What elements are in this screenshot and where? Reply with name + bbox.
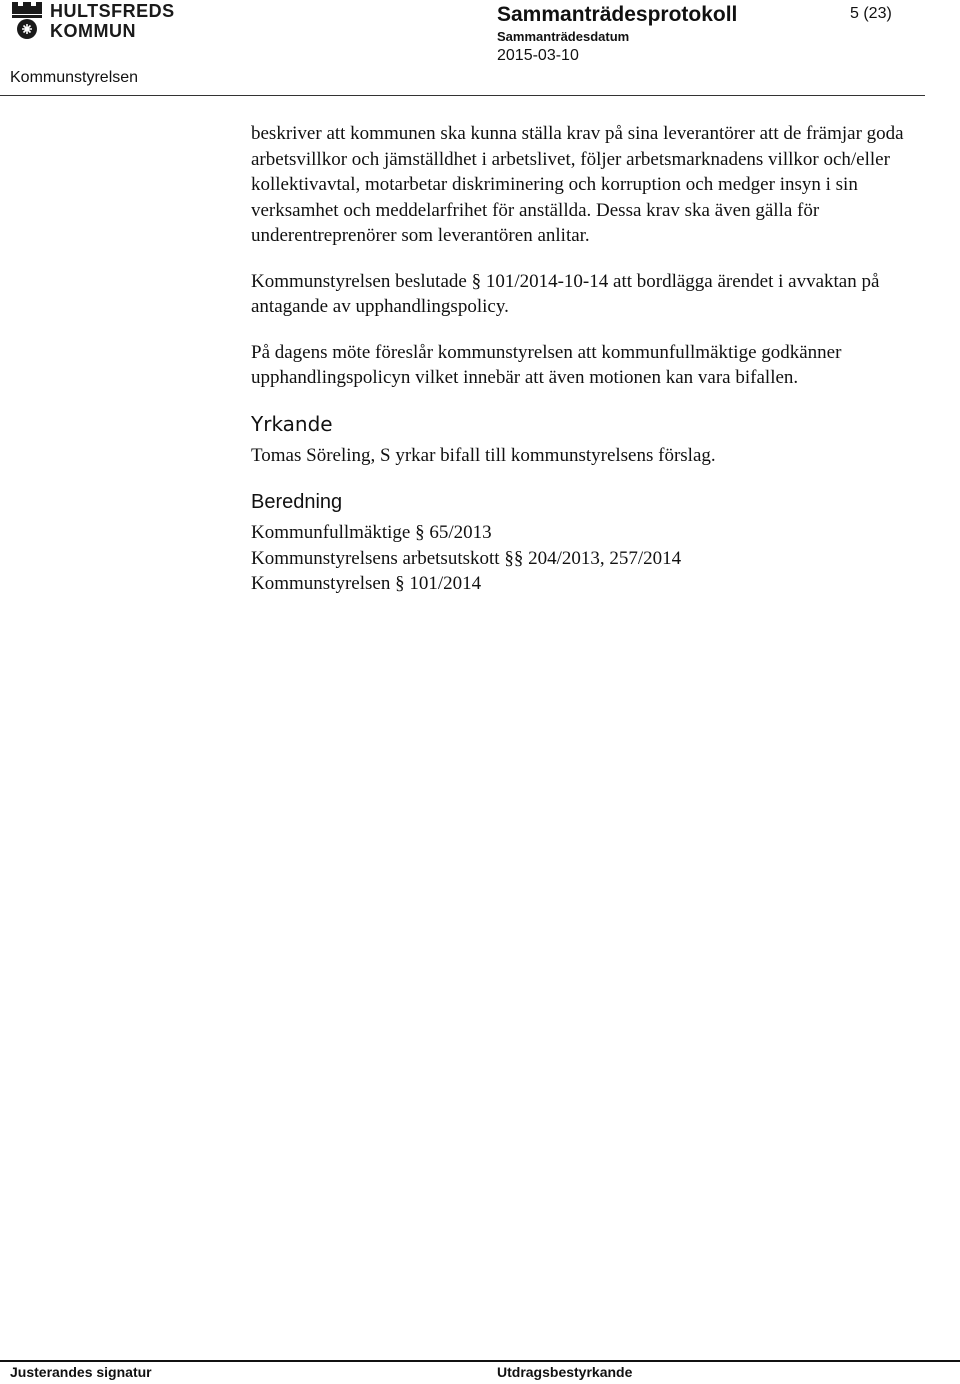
ref-numbers: 101/2014: [409, 573, 482, 594]
municipal-crest-icon: [10, 0, 44, 42]
yrkande-text: Tomas Söreling, S yrkar bifall till kommunstyrelsens förslag.: [251, 444, 716, 466]
date-label: Sammanträdesdatum: [497, 29, 630, 44]
municipality-logo: [10, 0, 180, 44]
minutes-body: [251, 121, 931, 597]
page-number: 5 (23): [850, 5, 892, 22]
logo-wordmark-line1: HULTSFREDS: [50, 1, 175, 21]
heading-yrkande: Yrkande: [251, 411, 333, 436]
header-divider: [0, 95, 925, 96]
section-sign: §: [415, 522, 425, 543]
ref-numbers: 204/2013, 257/2014: [528, 547, 682, 569]
ref-body: Kommunstyrelsen: [251, 573, 391, 594]
footer-divider: [0, 1360, 960, 1362]
beredning-ref: [251, 546, 931, 572]
paragraph-previous-decision-lead: Kommunstyrelsen beslutade: [251, 270, 467, 292]
paragraph-proposal: På dagens möte föreslår kommunstyrelsen att kommunfullmäktige godkänner upphandlingspolicyn vilket innebär att även motionen kan vara bifallen.: [251, 341, 842, 388]
certification-label: Utdragsbestyrkande: [497, 1364, 633, 1380]
heading-beredning: Beredning: [251, 491, 343, 513]
section-sign: §: [395, 573, 405, 594]
ref-body: Kommunstyrelsens arbetsutskott: [251, 547, 500, 569]
section-sign: §§: [504, 547, 524, 569]
beredning-ref: [251, 571, 931, 597]
paragraph-policy-requirements: beskriver att kommunen ska kunna ställa krav på sina leverantörer att de främjar goda arbetsvillkor och jämställdhet i arbetslivet, följer arbetsmarknadens villkor och/eller kollektivavtal, motarbetar diskriminering och korruption och medger insyn i sin verksamhet och meddelarfrihet för anställda. Dessa krav ska även gälla för underentreprenörer som leverantören anlitar.: [251, 123, 904, 246]
paragraph-previous-decision-rest: 101/2014-10-14 att bordlägga ärendet i avvaktan på antagande av upphandlingspolicy.: [251, 270, 880, 317]
beredning-ref: [251, 520, 931, 546]
paragraph-previous-decision: [251, 269, 931, 320]
section-sign: §: [471, 270, 482, 292]
meeting-date: 2015-03-10: [497, 47, 579, 64]
ref-numbers: 65/2013: [429, 522, 492, 543]
logo-wordmark-line2: KOMMUN: [50, 21, 136, 41]
document-title: Sammanträdesprotokoll: [497, 3, 738, 26]
signature-label: Justerandes signatur: [10, 1364, 152, 1380]
ref-body: Kommunfullmäktige: [251, 522, 411, 543]
body-name: Kommunstyrelsen: [10, 69, 139, 86]
